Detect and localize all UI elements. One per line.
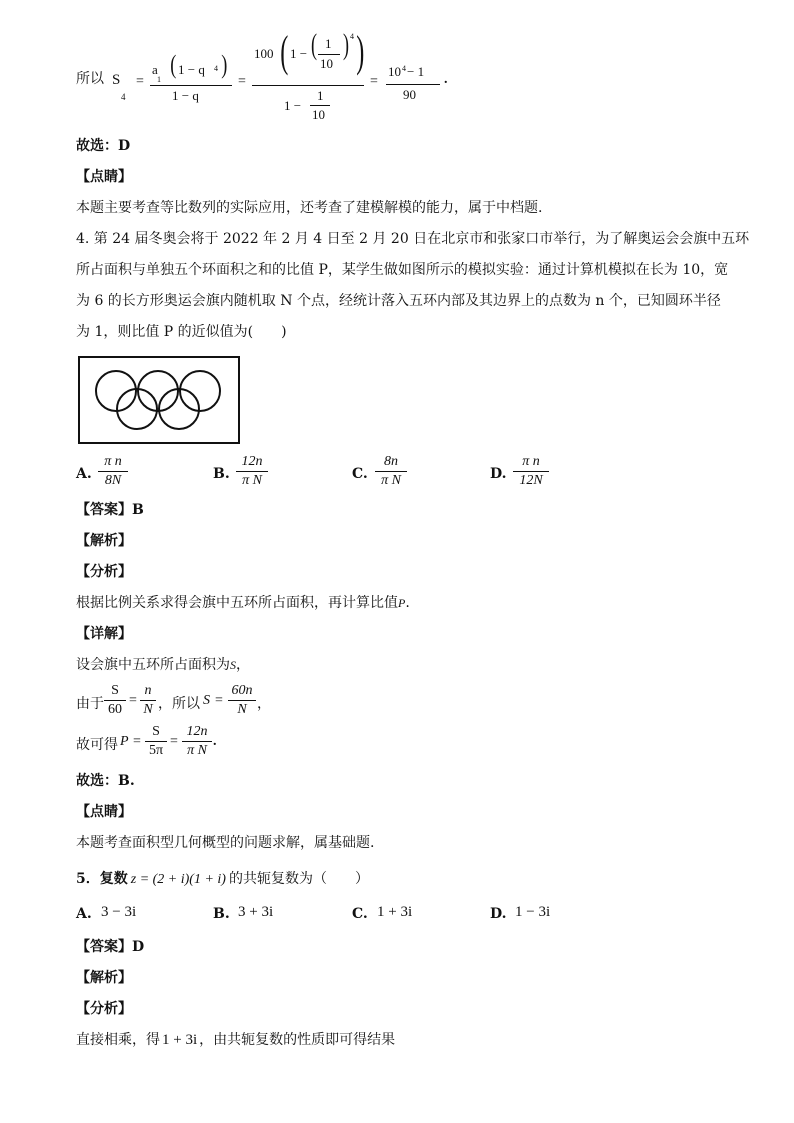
q5-option-c-letter: C. xyxy=(352,906,368,922)
f1-bar xyxy=(150,85,232,86)
q4-option-c-letter: C. xyxy=(352,466,368,482)
q4-s2-mid: ，所以 xyxy=(158,696,200,712)
f1-num-pow: 4 xyxy=(214,64,218,73)
q5-option-b-letter: B. xyxy=(213,906,230,922)
f2-num-inner: 1 − xyxy=(290,46,308,61)
f3-num-base: 10 xyxy=(388,64,401,79)
f2-paren-left: ( xyxy=(280,27,289,76)
q4-option-a-letter: A. xyxy=(76,466,92,482)
q5-option-d-value: 1 − 3i xyxy=(515,904,551,920)
f2-paren-right: ) xyxy=(356,27,365,76)
q4-solution-line-1 xyxy=(76,655,250,675)
f2-den-left: 1 − xyxy=(284,98,302,113)
q4-xiangjie-label: 【详解】 xyxy=(76,626,132,642)
q4-s3-f2-num: 12n xyxy=(186,724,208,739)
flag-rectangle xyxy=(79,357,239,443)
q4-s3-f1-num: S xyxy=(152,724,160,739)
q5-option-b-value: 3 + 3i xyxy=(238,904,274,920)
q4-fenxi-end: . xyxy=(405,595,410,611)
q5-jiexi-label: 【解析】 xyxy=(76,970,132,986)
q4-s1-var: S xyxy=(230,658,236,672)
f1-num-a: a xyxy=(152,62,158,77)
q4-stem-line-3: 为 6 的长方形奥运会旗内随机取 N 个点，经统计落入五环内部及其边界上的点数为 n 个，已知圆环半径 xyxy=(76,293,721,309)
f2-num-frac-bot: 10 xyxy=(320,56,333,71)
f1-den: 1 − q xyxy=(172,88,199,103)
formula-end-dot: . xyxy=(444,72,448,87)
q3-answer-select: 故选：D xyxy=(76,138,131,154)
q5-stem-pre: 5．复数 xyxy=(76,871,128,887)
f2-inner-paren-right: ) xyxy=(343,28,349,61)
q4-s2-eq2: = xyxy=(215,693,223,708)
f3-num-tail: − 1 xyxy=(407,64,425,79)
s-symbol: S xyxy=(112,72,121,88)
q4-stem-line-2: 所占面积与单独五个环面积之和的比值 P，某学生做如图所示的模拟实验：通过计算机模拟在长为 10，宽 xyxy=(76,262,729,278)
q4-s2-end: ， xyxy=(257,696,271,712)
q4-fenxi-text: 根据比例关系求得会旗中五环所占面积，再计算比值 xyxy=(76,595,398,611)
q4-s2-pre: 由于 xyxy=(76,696,104,712)
q4-option-d-letter: D. xyxy=(490,466,507,482)
q4-option-b-den: π N xyxy=(242,473,262,488)
q5-option-a-value: 3 − 3i xyxy=(101,904,137,920)
q4-s2-frac-1 xyxy=(104,683,126,718)
q4-answer: 【答案】B xyxy=(76,502,144,518)
q4-s3-P: P xyxy=(120,734,129,749)
q4-s2-frac-2 xyxy=(140,683,156,718)
f2-num-pow: 4 xyxy=(350,32,354,41)
q5-fenxi-label: 【分析】 xyxy=(76,1001,132,1017)
olympic-flag-figure xyxy=(78,356,240,444)
q4-stem-line-4: 为 1，则比值 P 的近似值为( ) xyxy=(76,324,287,340)
f2-num-coef: 100 xyxy=(254,46,274,61)
q4-option-c-fraction xyxy=(375,454,407,489)
q4-s3-frac-1 xyxy=(145,724,167,759)
q4-s2-f2-num: n xyxy=(144,683,152,698)
q4-s3-eq2: = xyxy=(170,734,178,749)
q4-stem-line-1: 4. 第 24 届冬奥会将于 2022 年 2 月 4 日至 2 月 20 日在北京市和张家口市举行，为了解奥运会会旗中五环 xyxy=(76,231,750,247)
q4-option-c-den: π N xyxy=(381,473,401,488)
q4-s2-f3-den: N xyxy=(237,702,247,717)
q5-option-a-letter: A. xyxy=(76,906,92,922)
q4-s3-eq: = xyxy=(133,734,141,749)
q4-s2-S: S xyxy=(203,693,210,708)
f2-bar xyxy=(252,85,364,86)
q4-option-d-num: π n xyxy=(522,454,540,469)
q4-s2-frac-3 xyxy=(228,683,256,718)
f1-paren-right: ) xyxy=(221,50,228,79)
q4-option-a-num: π n xyxy=(104,454,122,469)
q3-dianjing-text: 本题主要考查等比数列的实际应用，还考查了建模解模的能力，属于中档题. xyxy=(76,200,543,216)
q4-option-d-den: 12N xyxy=(519,473,543,488)
q4-option-d-fraction xyxy=(513,454,549,489)
q4-fenxi-var: P xyxy=(398,596,406,610)
q4-option-b-letter: B. xyxy=(213,466,230,482)
q4-s1-text: 设会旗中五环所占面积为 xyxy=(76,657,230,673)
q4-option-c-num: 8n xyxy=(384,454,398,469)
equals-3: = xyxy=(370,74,378,89)
q5-answer: 【答案】D xyxy=(76,939,145,955)
q4-answer-select: 故选：B. xyxy=(76,773,135,789)
formula-prefix: 所以 xyxy=(76,71,104,87)
f1-paren-left: ( xyxy=(170,50,177,79)
q5-option-d-letter: D. xyxy=(490,906,507,922)
q4-s3-pre: 故可得 xyxy=(76,737,118,753)
q4-s2-f1-den: 60 xyxy=(108,702,122,717)
f2-den-frac-top: 1 xyxy=(317,88,324,103)
q5-stem xyxy=(76,869,369,890)
q5-stem-post: 的共轭复数为（ ） xyxy=(228,871,369,887)
q4-s3-f1-den: 5π xyxy=(148,743,164,758)
equals-1: = xyxy=(136,74,144,89)
q4-fenxi-label: 【分析】 xyxy=(76,564,132,580)
q5-last-pre: 直接相乘，得 xyxy=(76,1032,160,1048)
q3-dianjing-label: 【点睛】 xyxy=(76,169,132,185)
q4-option-b-num: 12n xyxy=(241,454,263,469)
f2-inner-bar xyxy=(318,54,340,55)
q4-option-b-fraction xyxy=(236,454,268,489)
q4-s1-end: ， xyxy=(236,657,250,673)
q4-dianjing-text: 本题考查面积型几何概型的问题求解，属基础题. xyxy=(76,835,375,851)
q5-stem-formula: z = (2 + i)(1 + i) xyxy=(130,872,226,887)
q4-option-a-fraction xyxy=(98,454,128,489)
q4-s3-frac-2 xyxy=(182,724,212,759)
q5-last-post: ，由共轭复数的性质即可得结果 xyxy=(199,1032,396,1048)
s-subscript: 4 xyxy=(121,92,126,102)
q4-s2-f3-num: 60n xyxy=(231,683,253,698)
q4-s3-end: . xyxy=(213,734,217,749)
f2-den-frac-bot: 10 xyxy=(312,107,325,122)
f3-bar xyxy=(386,84,440,85)
q4-option-a-den: 8N xyxy=(104,473,122,488)
f1-num-body: 1 − q xyxy=(178,62,205,77)
q4-s2-f1-num: S xyxy=(111,683,119,698)
q5-fenxi-line xyxy=(76,1030,395,1050)
q4-jiexi-label: 【解析】 xyxy=(76,533,132,549)
q4-s3-f2-den: π N xyxy=(187,743,207,758)
f2-den-inner-bar xyxy=(310,105,330,106)
f3-den: 90 xyxy=(403,87,416,102)
equals-2: = xyxy=(238,74,246,89)
f2-inner-paren-left: ( xyxy=(311,28,317,61)
f2-num-frac-top: 1 xyxy=(325,36,332,51)
f3-num-pow: 4 xyxy=(402,64,406,73)
q4-s2-f2-den: N xyxy=(143,702,153,717)
q4-fenxi-line xyxy=(76,593,410,613)
q4-s2-eq: = xyxy=(129,693,137,708)
q5-last-formula: 1 + 3i xyxy=(162,1032,198,1048)
f1-num-sub: 1 xyxy=(157,75,161,84)
q4-dianjing-label: 【点睛】 xyxy=(76,804,132,820)
q5-option-c-value: 1 + 3i xyxy=(377,904,413,920)
